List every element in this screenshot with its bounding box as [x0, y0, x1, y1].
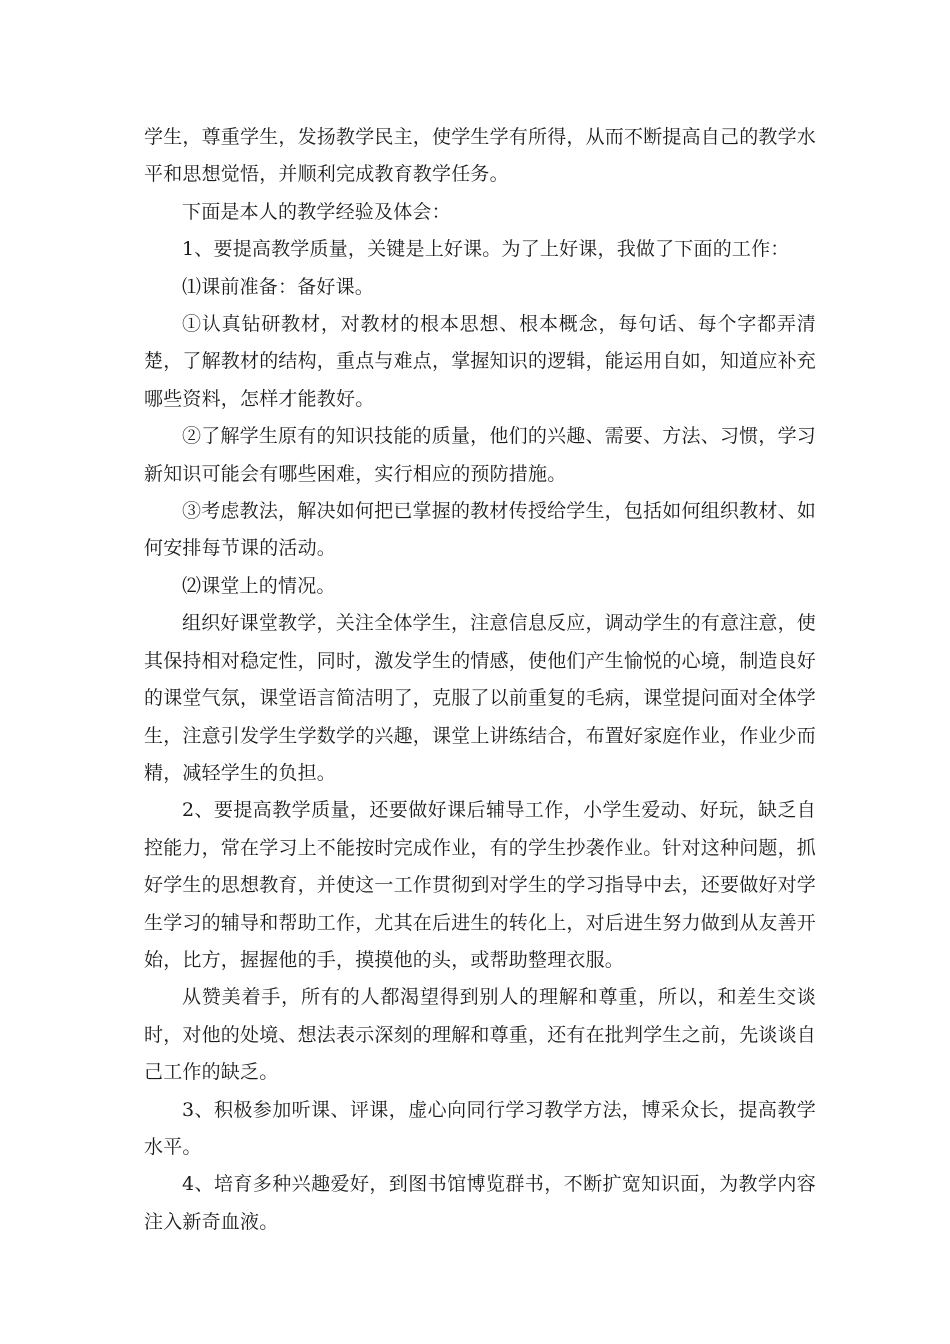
paragraph-item-3: ③考虑教法，解决如何把已掌握的教材传授给学生，包括如何组织教材、如何安排每节课的活动。	[144, 500, 816, 560]
paragraph-subpoint-1: ⑴课前准备：备好课。	[182, 275, 375, 298]
paragraph-intro: 下面是本人的教学经验及体会：	[182, 200, 451, 223]
paragraph-subpoint-2: ⑵课堂上的情况。	[182, 574, 336, 597]
document-body	[144, 119, 816, 1241]
paragraph-classroom: 组织好课堂教学，关注全体学生，注意信息反应，调动学生的有意注意，使其保持相对稳定性，同时，激发学生的情感，使他们产生愉悦的心境，制造良好的课堂气氛，课堂语言简洁明了，克服了以前重复的毛病，课堂提问面对全体学生，注意引发学生学数学的兴趣，课堂上讲练结合，布置好家庭作业，作业少而精，减轻学生的负担。	[144, 612, 817, 784]
paragraph-point-1: 1、要提高教学质量，关键是上好课。为了上好课，我做了下面的工作：	[182, 238, 790, 261]
paragraph-item-2: ②了解学生原有的知识技能的质量，他们的兴趣、需要、方法、习惯，学习新知识可能会有哪些困难，实行相应的预防措施。	[144, 425, 816, 485]
paragraph-point-2: 2、要提高教学质量，还要做好课后辅导工作，小学生爱动、好玩，缺乏自控能力，常在学习上不能按时完成作业，有的学生抄袭作业。针对这种问题，抓好学生的思想教育，并使这一工作贯彻到对学生的学习指导中去，还要做好对学生学习的辅导和帮助工作，尤其在后进生的转化上，对后进生努力做到从友善开始，比方，握握他的手，摸摸他的头，或帮助整理衣服。	[144, 799, 817, 971]
paragraph-continuation: 学生，尊重学生，发扬教学民主，使学生学有所得，从而不断提高自己的教学水平和思想觉悟，并顺利完成教育教学任务。	[144, 126, 817, 186]
paragraph-item-1: ①认真钻研教材，对教材的根本思想、根本概念，每句话、每个字都弄清楚，了解教材的结构，重点与难点，掌握知识的逻辑，能运用自如，知道应补充哪些资料，怎样才能教好。	[144, 313, 817, 410]
paragraph-praise: 从赞美着手，所有的人都渴望得到别人的理解和尊重，所以，和差生交谈时，对他的处境、想法表示深刻的理解和尊重，还有在批判学生之前，先谈谈自己工作的缺乏。	[144, 986, 817, 1084]
paragraph-point-3: 3、积极参加听课、评课，虚心向同行学习教学方法，博采众长，提高教学水平。	[144, 1098, 816, 1158]
paragraph-point-4: 4、培育多种兴趣爱好，到图书馆博览群书，不断扩宽知识面，为教学内容注入新奇血液。	[144, 1173, 816, 1233]
